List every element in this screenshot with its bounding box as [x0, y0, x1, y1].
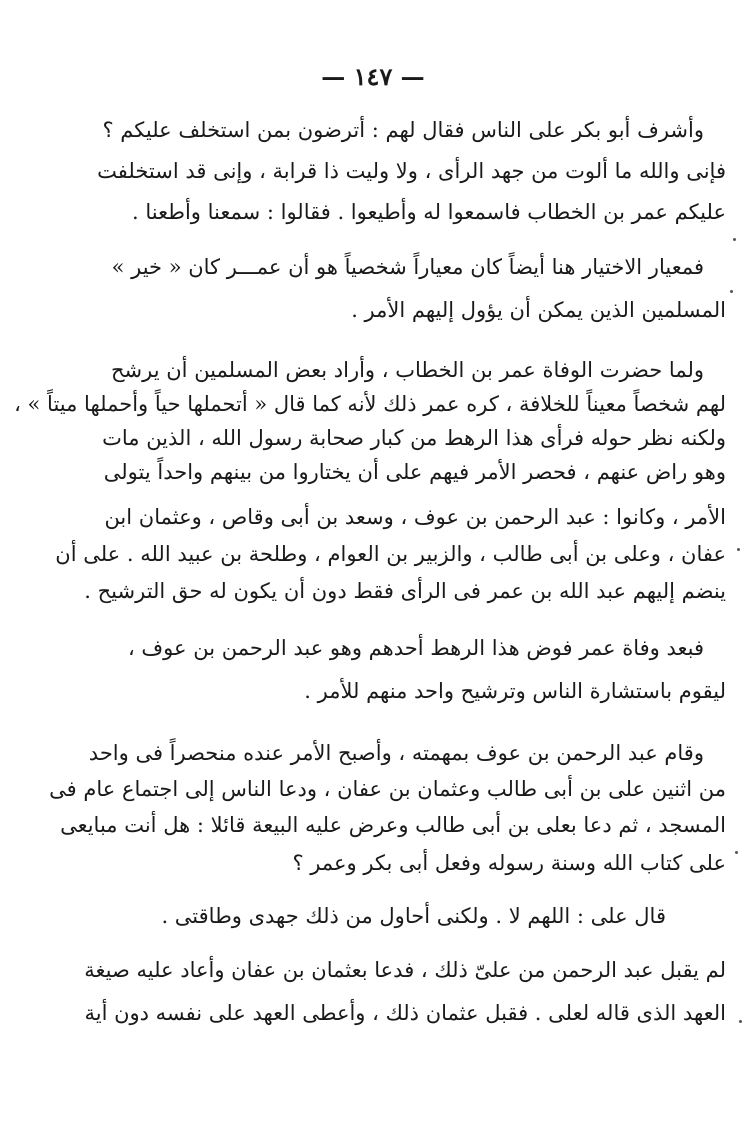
text-line: ليقوم باستشارة الناس وترشيح واحد منهم للأمر .: [304, 679, 726, 703]
text-line: عليكم عمر بن الخطاب فاسمعوا له وأطيعوا . فقالوا : سمعنا وأطعنا .: [132, 200, 726, 224]
scan-speck: [735, 851, 738, 854]
page-number: — ١٤٧ —: [321, 62, 425, 91]
text-line: قال على : اللهم لا . ولكنى أحاول من ذلك جهدى وطاقتى .: [161, 904, 666, 928]
text-line: على كتاب الله وسنة رسوله وفعل أبى بكر وعمر ؟: [292, 851, 726, 875]
text-line: المسلمين الذين يمكن أن يؤول إليهم الأمر .: [351, 298, 726, 322]
text-line: عفان ، وعلى بن أبى طالب ، والزبير بن العوام ، وطلحة بن عبيد الله . على أن: [55, 542, 726, 566]
scan-speck: [739, 1020, 742, 1023]
text-line: وأشرف أبو بكر على الناس فقال لهم : أترضون بمن استخلف عليكم ؟: [102, 118, 704, 142]
text-line: فإنى والله ما ألوت من جهد الرأى ، ولا وليت ذا قرابة ، وإنى قد استخلفت: [97, 159, 726, 183]
text-line: فمعيار الاختيار هنا أيضاً كان معياراً شخصياً هو أن عمـــر كان « خير »: [111, 255, 704, 279]
text-line: فبعد وفاة عمر فوض هذا الرهط أحدهم وهو عبد الرحمن بن عوف ،: [127, 636, 704, 660]
text-line: لهم شخصاً معيناً للخلافة ، كره عمر ذلك لأنه كما قال « أتحملها حياً وأحملها ميتاً » ،: [14, 392, 726, 416]
text-line: من اثنين على بن أبى طالب وعثمان بن عفان ، ودعا الناس إلى اجتماع عام فى: [49, 777, 726, 801]
text-line: وقام عبد الرحمن بن عوف بمهمته ، وأصبح الأمر عنده منحصراً فى واحد: [88, 741, 704, 765]
text-line: الأمر ، وكانوا : عبد الرحمن بن عوف ، وسعد بن أبى وقاص ، وعثمان ابن: [104, 505, 726, 529]
text-line: ينضم إليهم عبد الله بن عمر فى الرأى فقط دون أن يكون له حق الترشيح .: [84, 579, 726, 603]
text-line: وهو راض عنهم ، فحصر الأمر فيهم على أن يختاروا من بينهم واحداً يتولى: [103, 460, 726, 484]
text-line: ولما حضرت الوفاة عمر بن الخطاب ، وأراد بعض المسلمين أن يرشح: [111, 358, 704, 382]
text-line: العهد الذى قاله لعلى . فقبل عثمان ذلك ، وأعطى العهد على نفسه دون أية: [84, 1001, 726, 1025]
scan-speck: [737, 548, 740, 551]
text-line: ولكنه نظر حوله فرأى هذا الرهط من كبار صحابة رسول الله ، الذين مات: [102, 426, 726, 450]
scan-speck: [730, 290, 733, 293]
text-line: المسجد ، ثم دعا بعلى بن أبى طالب وعرض عليه البيعة قائلا : هل أنت مبايعى: [60, 813, 726, 837]
scan-speck: [733, 238, 736, 241]
text-line: لم يقبل عبد الرحمن من علىّ ذلك ، فدعا بعثمان بن عفان وأعاد عليه صيغة: [84, 958, 726, 982]
